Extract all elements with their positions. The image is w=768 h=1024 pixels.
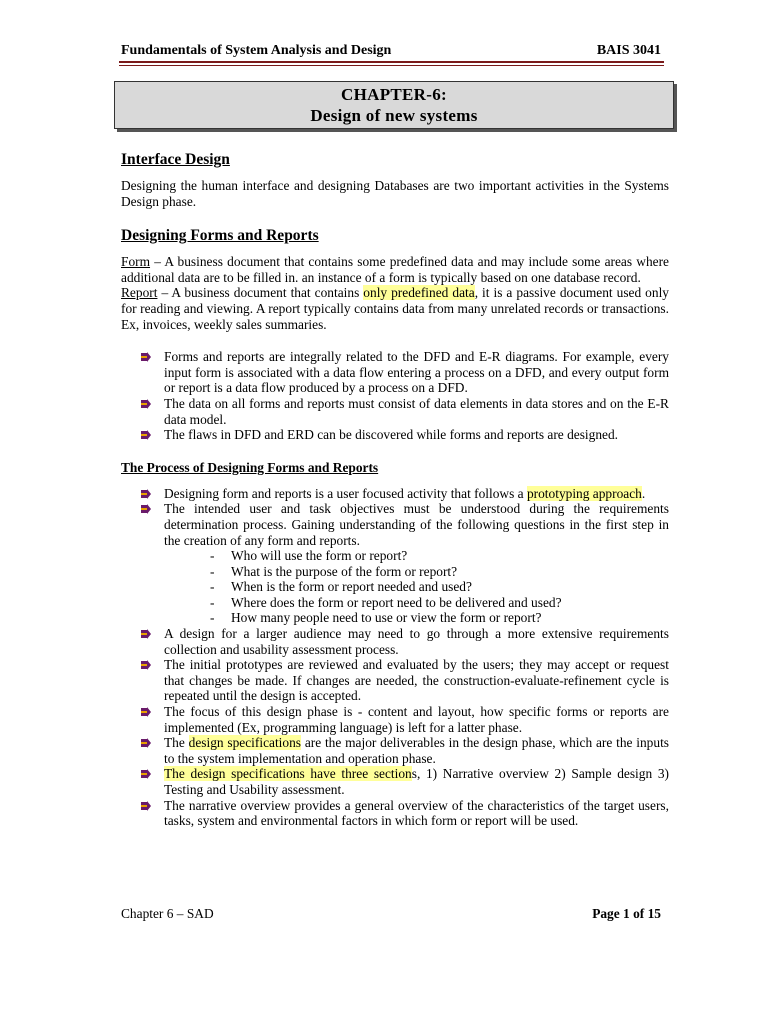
- arrow-bullet-icon: [141, 769, 151, 779]
- forms-bullet-list: [121, 349, 669, 443]
- prototyping-highlight: prototyping approach: [526, 485, 642, 501]
- forms-heading: Designing Forms and Reports: [121, 227, 319, 245]
- list-item: The narrative overview provides a general overview of the characteristics of the target users, tasks, system and environmental factors in which form or report will be used.: [164, 798, 669, 829]
- header-rule-thick: [119, 61, 664, 63]
- report-def-part-a: – A business document that contains: [157, 285, 364, 301]
- list-item: Forms and reports are integrally related to the DFD and E-R diagrams. For example, every input form is associated with a data flow entering a process on a DFD, and every output form or report is a data flow produced by a process on a DFD.: [164, 349, 669, 396]
- arrow-bullet-icon: [141, 430, 151, 440]
- question-item: - Where does the form or report need to be delivered and used?: [210, 594, 562, 610]
- page-content: [121, 150, 669, 829]
- arrow-bullet-icon: [141, 352, 151, 362]
- chapter-number: CHAPTER-6:: [341, 85, 447, 104]
- question-item: - What is the purpose of the form or report?: [210, 563, 458, 579]
- process-bullet-list-continued: [121, 626, 669, 829]
- question-item: - Who will use the form or report?: [210, 548, 408, 564]
- course-code: BAIS 3041: [596, 43, 661, 58]
- report-definition: [121, 285, 669, 332]
- question-list: [121, 548, 669, 626]
- report-term: Report: [121, 285, 158, 301]
- arrow-bullet-icon: [141, 738, 151, 748]
- arrow-bullet-icon: [141, 801, 151, 811]
- process-bullet-list: [121, 486, 669, 548]
- list-item: The flaws in DFD and ERD can be discovered while forms and reports are designed.: [164, 427, 669, 443]
- form-term: Form: [121, 254, 151, 270]
- question-item: - How many people need to use or view the form or report?: [210, 610, 542, 626]
- list-item: The initial prototypes are reviewed and evaluated by the users; they may accept or request that changes be made. If changes are needed, the construction-evaluate-refinement cycle is repeated until the design is accepted.: [164, 657, 669, 704]
- list-item: The data on all forms and reports must consist of data elements in data stores and on the E-R data model.: [164, 396, 669, 427]
- arrow-bullet-icon: [141, 660, 151, 670]
- header-rule-thin: [119, 65, 664, 66]
- process-heading: The Process of Designing Forms and Reports: [121, 459, 379, 475]
- list-item: The intended user and task objectives must be understood during the requirements determination process. Gaining understanding of the following questions in the first step in the creation of any form and reports.: [164, 501, 669, 548]
- list-item: The design specifications have three sections, 1) Narrative overview 2) Sample design 3) Testing and Usability assessment.: [164, 766, 669, 797]
- interface-paragraph: Designing the human interface and designing Databases are two important activities in the Systems Design phase.: [121, 178, 669, 209]
- footer-chapter: Chapter 6 – SAD: [121, 906, 214, 921]
- list-item: The design specifications are the major deliverables in the design phase, which are the inputs to the system implementation and operation phase.: [164, 735, 669, 766]
- report-highlight: only predefined data: [363, 285, 475, 301]
- page-header: [121, 42, 661, 59]
- design-spec-highlight: design specifications: [188, 735, 302, 751]
- arrow-bullet-icon: [141, 399, 151, 409]
- chapter-title: Design of new systems: [310, 106, 478, 125]
- arrow-bullet-icon: [141, 629, 151, 639]
- list-item: The focus of this design phase is - content and layout, how specific forms or reports are implemented (Ex, programming language) is left for a latter phase.: [164, 704, 669, 735]
- arrow-bullet-icon: [141, 504, 151, 514]
- list-item: A design for a larger audience may need to go through a more extensive requirements collection and usability assessment process.: [164, 626, 669, 657]
- course-title: Fundamentals of System Analysis and Design: [121, 43, 392, 58]
- list-item: Designing form and reports is a user focused activity that follows a prototyping approach.: [164, 486, 669, 502]
- page-footer: [121, 906, 661, 922]
- arrow-bullet-icon: [141, 489, 151, 499]
- interface-heading: Interface Design: [121, 151, 230, 168]
- form-definition: [121, 254, 669, 285]
- form-definition-text: – A business document that contains some predefined data and may include some areas where additional data are to be filled in. an instance of a form is typically based on one database record.: [121, 254, 669, 285]
- page-number: Page 1 of 15: [592, 906, 661, 921]
- three-sections-highlight: The design specifications have three section: [164, 766, 412, 782]
- chapter-title-box: [114, 81, 674, 129]
- arrow-bullet-icon: [141, 707, 151, 717]
- report-def-part-b: , it is a passive document used only for reading and viewing. A report typically contains data from many unrelated records or transactions. Ex, invoices, weekly sales summaries.: [121, 285, 669, 332]
- question-item: - When is the form or report needed and used?: [210, 579, 472, 595]
